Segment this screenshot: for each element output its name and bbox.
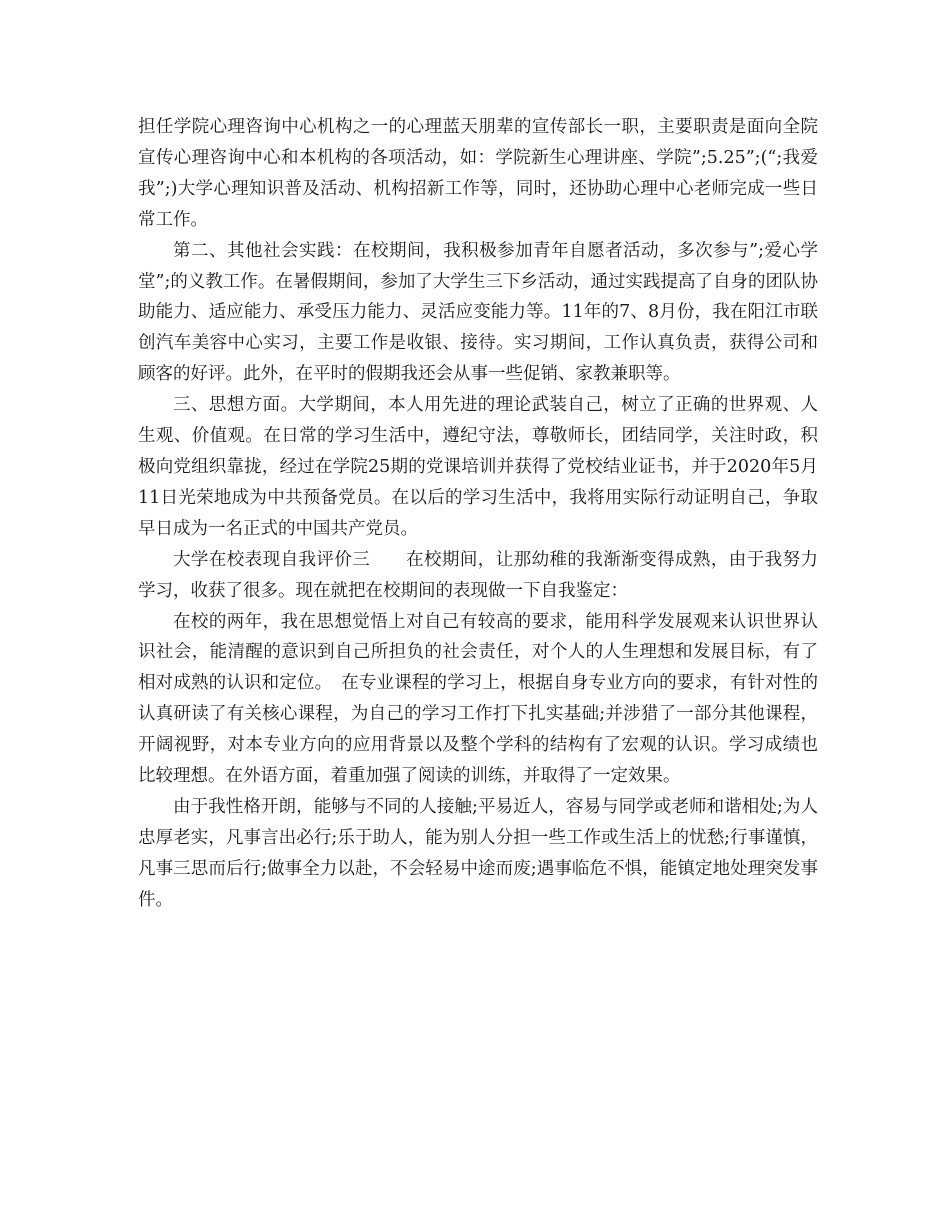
paragraph-4: 大学在校表现自我评价三 在校期间，让那幼稚的我渐渐变得成熟，由于我努力学习，收获了很多。现在就把在校期间的表现做一下自我鉴定：: [138, 549, 818, 601]
paragraph-5: 在校的两年，我在思想觉悟上对自己有较高的要求，能用科学发展观来认识世界认识社会，能清醒的意识到自己所担负的社会责任，对个人的人生理想和发展目标，有了相对成熟的认识和定位。 在专业课程的学习上，根据自身专业方向的要求，有针对性的认真研读了有关核心课程，为自己的学习工作打下扎实基础;并涉猎了一部分其他课程，开阔视野，对本专业方向的应用背景以及整个学科的结构有了宏观的认识。学习成绩也比较理想。在外语方面，着重加强了阅读的训练，并取得了一定效果。: [138, 611, 818, 787]
paragraph-2: 第二、其他社会实践：在校期间，我积极参加青年自愿者活动，多次参与”;爱心学堂”;的义教工作。在暑假期间，参加了大学生三下乡活动，通过实践提高了自身的团队协助能力、适应能力、承受压力能力、灵活应变能力等。11年的7、8月份，我在阳江市联创汽车美容中心实习，主要工作是收银、接待。实习期间，工作认真负责，获得公司和顾客的好评。此外，在平时的假期我还会从事一些促销、家教兼职等。: [138, 240, 818, 385]
document-body: [138, 112, 818, 916]
paragraph-6: 由于我性格开朗，能够与不同的人接触;平易近人，容易与同学或老师和谐相处;为人忠厚老实，凡事言出必行;乐于助人，能为别人分担一些工作或生活上的忧愁;行事谨慎，凡事三思而后行;做事全力以赴，不会轻易中途而废;遇事临危不惧，能镇定地处理突发事件。: [138, 796, 818, 910]
paragraph-1: 担任学院心理咨询中心机构之一的心理蓝天朋辈的宣传部长一职，主要职责是面向全院宣传心理咨询中心和本机构的各项活动，如：学院新生心理讲座、学院”;5.25”;(“;我爱我”;)大学心理知识普及活动、机构招新工作等，同时，还协助心理中心老师完成一些日常工作。: [138, 117, 818, 230]
paragraph-3: 三、思想方面。大学期间，本人用先进的理论武装自己，树立了正确的世界观、人生观、价值观。在日常的学习生活中，遵纪守法，尊敬师长，团结同学，关注时政，积极向党组织靠拢，经过在学院25期的党课培训并获得了党校结业证书，并于2020年5月11日光荣地成为中共预备党员。在以后的学习生活中，我将用实际行动证明自己，争取早日成为一名正式的中国共产党员。: [138, 395, 818, 539]
